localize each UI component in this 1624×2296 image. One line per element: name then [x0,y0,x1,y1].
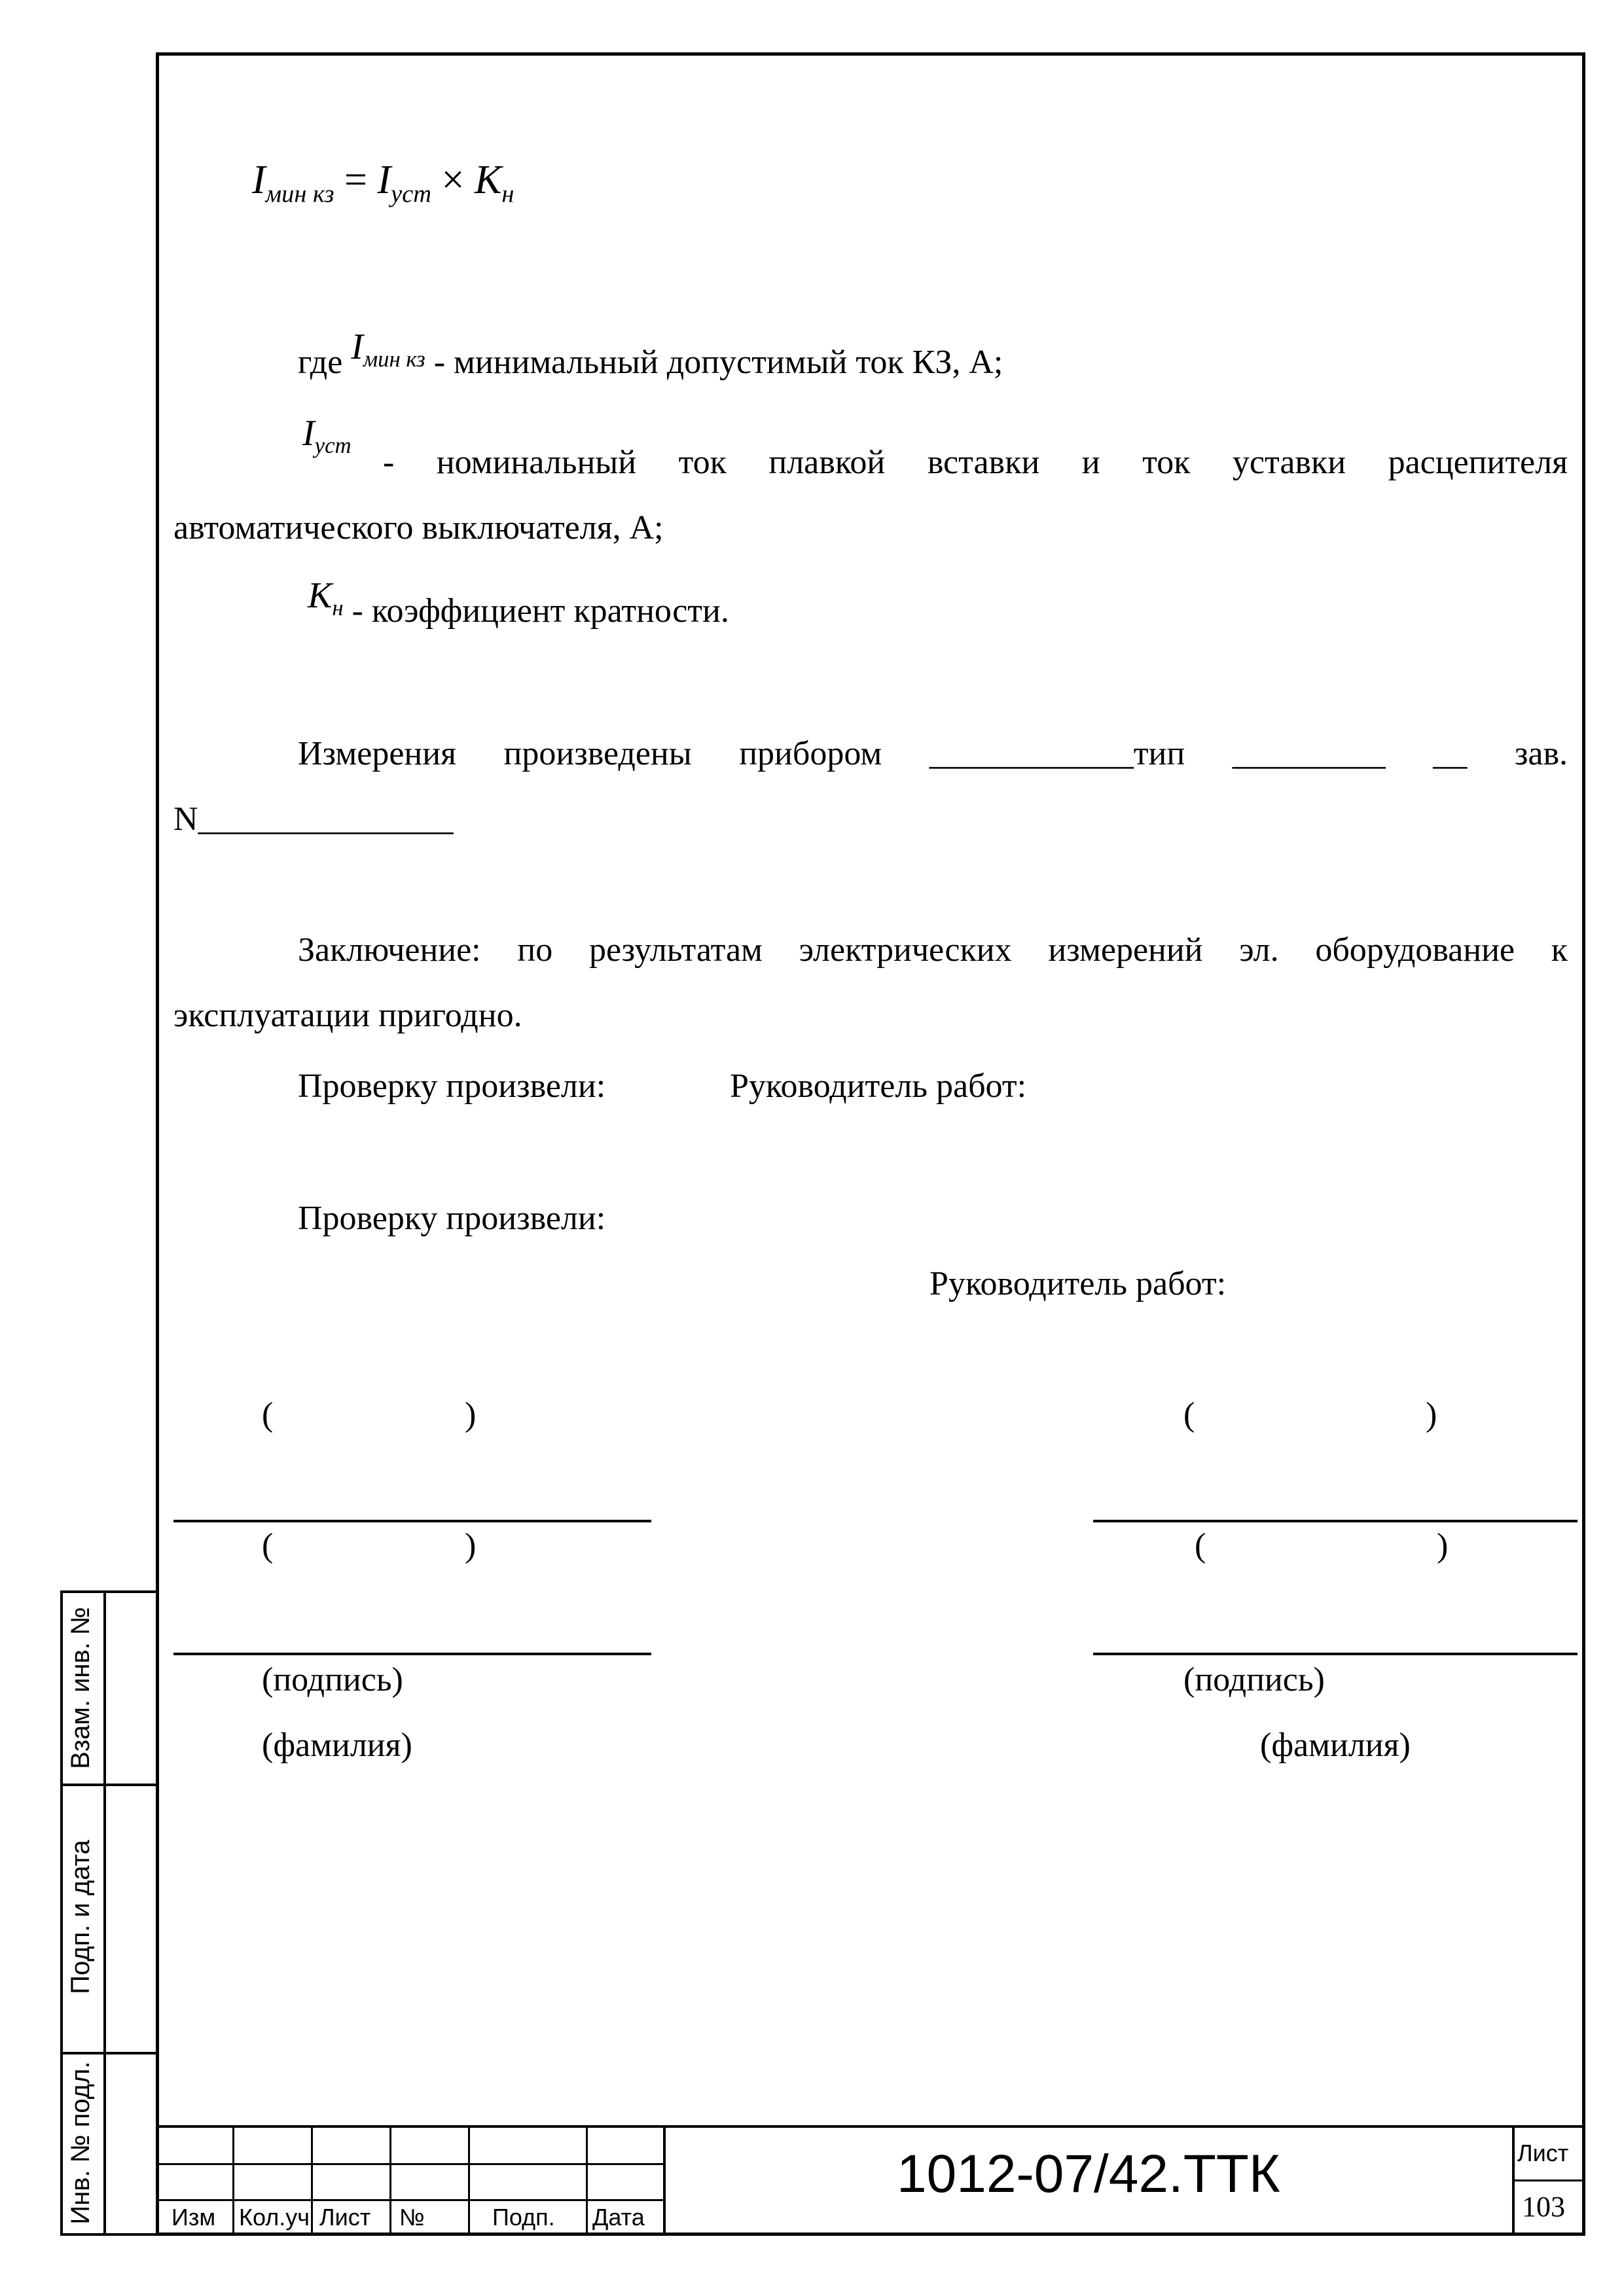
formula-eq: = [344,158,367,202]
formula-k-sub: н [501,180,514,208]
paren-left-2-close: ) [465,1527,477,1564]
def2-sub: уст [314,433,352,459]
def2-sym: I [302,413,315,454]
def3-text: - коэффициент кратности. [352,592,729,630]
name-label-right: (фамилия) [1260,1727,1411,1764]
definition-3 [308,575,729,643]
measurement-line2: N_______________ [173,800,454,838]
formula-k: K [474,158,502,202]
paren-right-2-close: ) [1437,1527,1449,1564]
side-label-vzam-inv: Взам. инв. № [66,1607,95,1769]
checked-by-1: Проверку произвели: [298,1067,606,1105]
tb-col-4 [468,2125,470,2236]
formula-i2: I [377,158,391,202]
tb-col-2 [311,2125,313,2236]
sign-line-left-2 [173,1653,651,1655]
tb-col-5 [586,2125,588,2236]
paren-left-1-close: ) [465,1396,477,1433]
formula-lhs-sub: мин кз [265,180,334,208]
tb-sheet-label: Лист [1517,2140,1569,2166]
measurement-line1: Измерения произведены прибором ____________тип _________ __ зав. [298,735,1568,772]
side-label-inv-podl: Инв. № подл. [66,2061,95,2225]
tb-col-3 [389,2125,391,2236]
side-label-podp-data: Подп. и дата [66,1840,95,1994]
def2-symbol [302,412,352,459]
head-1: Руководитель работ: [730,1067,1027,1105]
tb-sheet-number: 103 [1522,2191,1565,2223]
def2-text-line2: автоматического выключателя, А; [173,509,664,547]
head-2: Руководитель работ: [929,1265,1227,1302]
def2-text-line1: - номинальный ток плавкой вставки и ток уставки расцепителя [383,444,1568,481]
formula-times: × [441,158,465,202]
def3-sym: K [308,575,333,616]
tb-label-list: Лист [319,2204,371,2231]
where-word: где [298,344,343,381]
tb-label-num: № [399,2204,425,2231]
def3-sub: н [332,595,344,621]
conclusion-line2: эксплуатации пригодно. [173,997,522,1034]
tb-sheet-divider [1512,2179,1585,2181]
tb-label-podp: Подп. [492,2204,555,2231]
conclusion-line1: Заключение: по результатам электрических измерений эл. оборудование к [298,931,1568,969]
formula-main [252,157,514,208]
tb-label-izm: Изм [171,2204,216,2231]
tb-col-1 [232,2125,234,2236]
definition-1 [298,327,1003,395]
sign-line-right-1 [1093,1520,1578,1522]
sign-label-left: (подпись) [262,1661,403,1698]
def1-text: - минимальный допустимый ток КЗ, А; [433,344,1003,381]
name-label-left: (фамилия) [262,1727,412,1764]
sign-label-right: (подпись) [1183,1661,1325,1698]
paren-left-1-open: ( [262,1396,274,1433]
tb-label-data: Дата [592,2204,645,2231]
paren-right-1-close: ) [1426,1396,1437,1433]
formula-i2-sub: уст [391,180,431,208]
sign-line-left-1 [173,1520,651,1522]
tb-col-6 [663,2125,666,2236]
side-stamp-sep-1 [60,1784,158,1786]
tb-label-kol: Кол.уч [239,2204,310,2231]
def1-sym: I [351,327,363,367]
checked-by-2: Проверку произвели: [298,1200,606,1237]
def1-symbol [351,327,425,372]
paren-right-1-open: ( [1183,1396,1195,1433]
formula-lhs: I [252,158,266,202]
side-stamp-divider [103,1590,106,2236]
doc-number: 1012-07/42.ТТК [897,2144,1280,2204]
paren-right-2-open: ( [1195,1527,1206,1564]
def1-sub: мин кз [363,346,425,372]
paren-left-2-open: ( [262,1527,274,1564]
sign-line-right-2 [1093,1653,1578,1655]
def3-symbol [308,575,344,621]
